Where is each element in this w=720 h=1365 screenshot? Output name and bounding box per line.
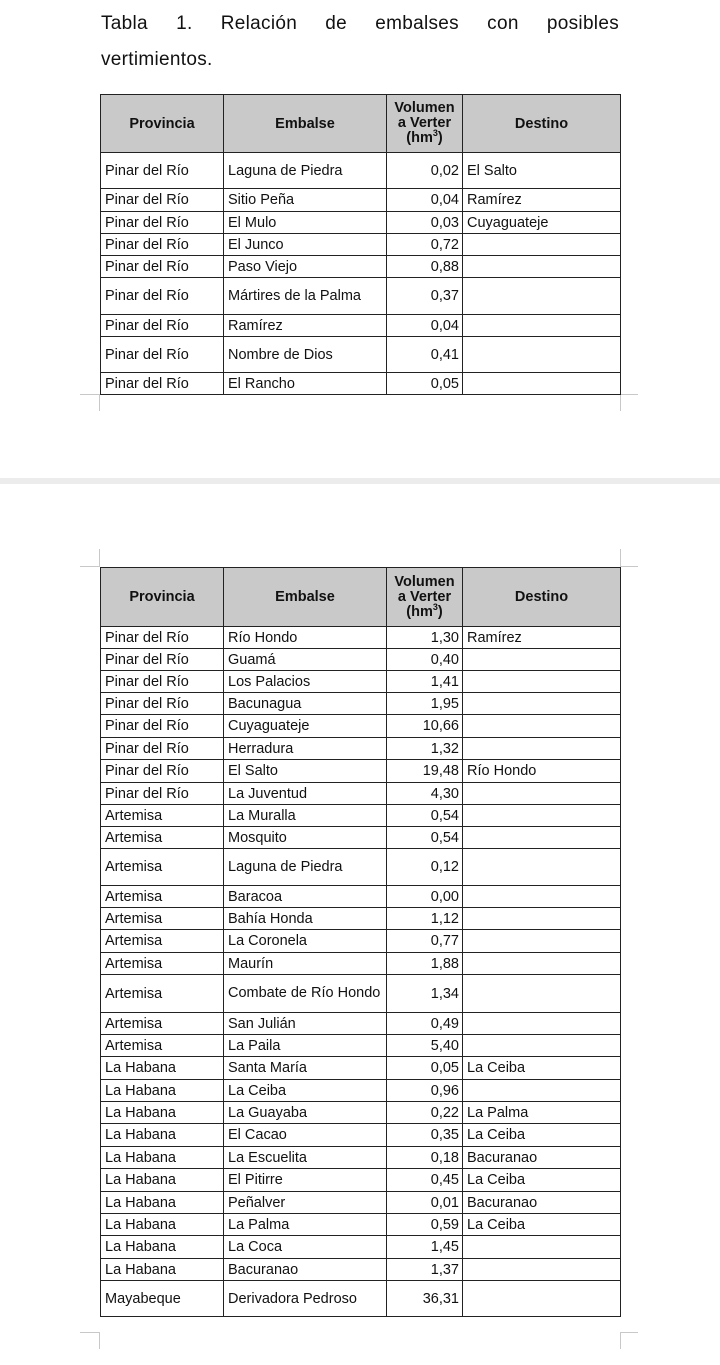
table-row <box>101 1124 621 1147</box>
page-corner-mark <box>80 566 100 567</box>
table-row <box>101 1281 621 1317</box>
cell-provincia: Pinar del Río <box>101 671 224 693</box>
cell-destino <box>463 715 621 738</box>
cell-volumen: 0,88 <box>387 256 463 278</box>
cell-destino <box>463 805 621 827</box>
cell-embalse: Mártires de la Palma <box>224 278 387 315</box>
cell-destino: Cuyaguateje <box>463 212 621 234</box>
cell-provincia: Artemisa <box>101 1013 224 1035</box>
table-row <box>101 1169 621 1192</box>
cell-volumen: 1,45 <box>387 1236 463 1259</box>
header-volumen-line1: Volumen <box>394 573 455 590</box>
cell-destino: El Salto <box>463 153 621 189</box>
table-row <box>101 189 621 212</box>
cell-destino <box>463 1080 621 1102</box>
header-volumen-unit: $(hm^3)$ <box>406 601 443 620</box>
table-row <box>101 953 621 975</box>
table-row <box>101 1192 621 1214</box>
cell-embalse: Nombre de Dios <box>224 337 387 373</box>
cell-embalse: La Juventud <box>224 783 387 805</box>
page-separator <box>0 478 720 484</box>
cell-destino <box>463 975 621 1013</box>
page-corner-mark <box>620 394 638 395</box>
cell-provincia: Pinar del Río <box>101 783 224 805</box>
cell-volumen: 1,32 <box>387 738 463 760</box>
reservoir-table-2 <box>100 567 621 1317</box>
cell-volumen: 0,41 <box>387 337 463 373</box>
cell-volumen: 0,00 <box>387 886 463 908</box>
table-row <box>101 212 621 234</box>
cell-provincia: Artemisa <box>101 886 224 908</box>
cell-provincia: La Habana <box>101 1124 224 1147</box>
cell-provincia: Pinar del Río <box>101 715 224 738</box>
cell-embalse: Derivadora Pedroso <box>224 1281 387 1317</box>
table-row <box>101 671 621 693</box>
cell-volumen: 0,54 <box>387 805 463 827</box>
cell-destino: La Ceiba <box>463 1124 621 1147</box>
cell-volumen: 1,41 <box>387 671 463 693</box>
cell-destino <box>463 738 621 760</box>
cell-destino: Ramírez <box>463 189 621 212</box>
cell-embalse: Bahía Honda <box>224 908 387 930</box>
table-row <box>101 783 621 805</box>
cell-destino <box>463 1281 621 1317</box>
table-row <box>101 693 621 715</box>
cell-destino: Ramírez <box>463 627 621 649</box>
cell-embalse: Peñalver <box>224 1192 387 1214</box>
cell-embalse: Maurín <box>224 953 387 975</box>
table-row <box>101 1013 621 1035</box>
page-corner-mark <box>620 549 621 566</box>
cell-provincia: Artemisa <box>101 953 224 975</box>
cell-volumen: 0,04 <box>387 189 463 212</box>
table-row <box>101 886 621 908</box>
cell-embalse: El Mulo <box>224 212 387 234</box>
cell-embalse: Guamá <box>224 649 387 671</box>
cell-provincia: Artemisa <box>101 975 224 1013</box>
cell-destino <box>463 256 621 278</box>
table-row <box>101 1057 621 1080</box>
cell-provincia: Pinar del Río <box>101 693 224 715</box>
cell-destino <box>463 783 621 805</box>
cell-volumen: 0,22 <box>387 1102 463 1124</box>
table-row <box>101 908 621 930</box>
cell-embalse: El Salto <box>224 760 387 783</box>
cell-destino <box>463 1259 621 1281</box>
cell-provincia: Mayabeque <box>101 1281 224 1317</box>
table-row <box>101 1259 621 1281</box>
cell-provincia: La Habana <box>101 1236 224 1259</box>
cell-volumen: 1,30 <box>387 627 463 649</box>
cell-volumen: 4,30 <box>387 783 463 805</box>
cell-volumen: 0,01 <box>387 1192 463 1214</box>
page-corner-mark <box>620 1332 638 1333</box>
cell-destino <box>463 234 621 256</box>
cell-embalse: Bacunagua <box>224 693 387 715</box>
header-volumen <box>387 568 463 627</box>
page-corner-mark <box>620 566 638 567</box>
cell-volumen: 0,02 <box>387 153 463 189</box>
cell-destino <box>463 930 621 953</box>
table-row <box>101 337 621 373</box>
cell-embalse: Bacuranao <box>224 1259 387 1281</box>
cell-volumen: 1,37 <box>387 1259 463 1281</box>
cell-volumen: 0,40 <box>387 649 463 671</box>
cell-provincia: Pinar del Río <box>101 234 224 256</box>
cell-embalse: Laguna de Piedra <box>224 849 387 886</box>
header-volumen-line1: Volumen <box>394 100 455 116</box>
cell-volumen: 1,95 <box>387 693 463 715</box>
cell-provincia: Pinar del Río <box>101 212 224 234</box>
cell-provincia: La Habana <box>101 1080 224 1102</box>
cell-volumen: 0,77 <box>387 930 463 953</box>
cell-destino <box>463 278 621 315</box>
cell-embalse: La Coca <box>224 1236 387 1259</box>
cell-volumen: 0,72 <box>387 234 463 256</box>
cell-embalse: Sitio Peña <box>224 189 387 212</box>
cell-provincia: Pinar del Río <box>101 256 224 278</box>
cell-provincia: La Habana <box>101 1259 224 1281</box>
cell-embalse: El Pitirre <box>224 1169 387 1192</box>
cell-embalse: El Cacao <box>224 1124 387 1147</box>
cell-destino <box>463 827 621 849</box>
cell-destino <box>463 1035 621 1057</box>
table-header-row <box>101 568 621 627</box>
cell-volumen: 10,66 <box>387 715 463 738</box>
table-row <box>101 1214 621 1236</box>
page-corner-mark <box>620 1332 621 1349</box>
page-corner-mark <box>80 394 100 395</box>
cell-volumen: 1,12 <box>387 908 463 930</box>
table-row <box>101 1147 621 1169</box>
cell-destino <box>463 373 621 395</box>
cell-embalse: Herradura <box>224 738 387 760</box>
table-row <box>101 1236 621 1259</box>
page-corner-mark <box>620 394 621 411</box>
header-destino: Destino <box>463 95 621 153</box>
header-destino: Destino <box>463 568 621 627</box>
cell-embalse: La Coronela <box>224 930 387 953</box>
cell-embalse: Laguna de Piedra <box>224 153 387 189</box>
cell-destino <box>463 693 621 715</box>
table-row <box>101 849 621 886</box>
cell-destino: La Ceiba <box>463 1169 621 1192</box>
cell-volumen: 0,54 <box>387 827 463 849</box>
cell-destino <box>463 849 621 886</box>
cell-embalse: Combate de Río Hondo <box>224 975 387 1013</box>
header-provincia: Provincia <box>101 568 224 627</box>
cell-volumen: 0,18 <box>387 1147 463 1169</box>
cell-volumen: 19,48 <box>387 760 463 783</box>
cell-embalse: La Guayaba <box>224 1102 387 1124</box>
header-provincia: Provincia <box>101 95 224 153</box>
table-row <box>101 373 621 395</box>
cell-provincia: Pinar del Río <box>101 373 224 395</box>
cell-volumen: 0,35 <box>387 1124 463 1147</box>
cell-embalse: La Paila <box>224 1035 387 1057</box>
table-row <box>101 827 621 849</box>
table-row <box>101 234 621 256</box>
cell-volumen: 0,05 <box>387 373 463 395</box>
cell-provincia: La Habana <box>101 1057 224 1080</box>
header-volumen-line2: a Verter <box>397 115 452 131</box>
cell-volumen: 1,34 <box>387 975 463 1013</box>
cell-provincia: Artemisa <box>101 930 224 953</box>
cell-destino <box>463 908 621 930</box>
page-corner-mark <box>99 1332 100 1349</box>
cell-destino: Bacuranao <box>463 1192 621 1214</box>
cell-provincia: Pinar del Río <box>101 189 224 212</box>
table-caption: Tabla 1. Relación de embalses con posibles vertimientos. <box>101 13 619 70</box>
cell-volumen: 0,45 <box>387 1169 463 1192</box>
cell-volumen: 0,59 <box>387 1214 463 1236</box>
cell-destino <box>463 315 621 337</box>
cell-provincia: Pinar del Río <box>101 315 224 337</box>
cell-destino: La Ceiba <box>463 1057 621 1080</box>
header-volumen <box>387 95 463 153</box>
cell-provincia: La Habana <box>101 1102 224 1124</box>
table-row <box>101 715 621 738</box>
cell-volumen: 5,40 <box>387 1035 463 1057</box>
table-row <box>101 315 621 337</box>
page-corner-mark <box>99 549 100 566</box>
cell-volumen: 0,49 <box>387 1013 463 1035</box>
cell-embalse: La Ceiba <box>224 1080 387 1102</box>
cell-provincia: Pinar del Río <box>101 278 224 315</box>
cell-volumen: 0,12 <box>387 849 463 886</box>
cell-provincia: Artemisa <box>101 805 224 827</box>
cell-embalse: La Palma <box>224 1214 387 1236</box>
header-embalse: Embalse <box>224 568 387 627</box>
cell-destino <box>463 953 621 975</box>
table-row <box>101 930 621 953</box>
cell-embalse: Los Palacios <box>224 671 387 693</box>
cell-destino <box>463 1236 621 1259</box>
cell-provincia: Pinar del Río <box>101 760 224 783</box>
table-row <box>101 760 621 783</box>
cell-volumen: 0,96 <box>387 1080 463 1102</box>
cell-destino <box>463 649 621 671</box>
page-corner-mark <box>80 1332 100 1333</box>
table-row <box>101 1102 621 1124</box>
table-row <box>101 278 621 315</box>
table-row <box>101 627 621 649</box>
header-volumen-line2: a Verter <box>397 588 452 605</box>
cell-provincia: Artemisa <box>101 908 224 930</box>
cell-embalse: Santa María <box>224 1057 387 1080</box>
cell-embalse: La Muralla <box>224 805 387 827</box>
cell-destino: Río Hondo <box>463 760 621 783</box>
table-row <box>101 256 621 278</box>
cell-embalse: Cuyaguateje <box>224 715 387 738</box>
cell-embalse: San Julián <box>224 1013 387 1035</box>
cell-destino <box>463 886 621 908</box>
header-volumen-unit: $(hm^3)$ <box>406 128 443 146</box>
cell-embalse: La Escuelita <box>224 1147 387 1169</box>
table-row <box>101 1080 621 1102</box>
cell-provincia: La Habana <box>101 1169 224 1192</box>
reservoir-table-1 <box>100 94 621 395</box>
cell-embalse: Ramírez <box>224 315 387 337</box>
cell-destino <box>463 337 621 373</box>
table-row <box>101 153 621 189</box>
cell-volumen: 0,03 <box>387 212 463 234</box>
page-corner-mark <box>99 394 100 411</box>
cell-embalse: Baracoa <box>224 886 387 908</box>
cell-destino: La Palma <box>463 1102 621 1124</box>
cell-provincia: La Habana <box>101 1214 224 1236</box>
cell-embalse: El Junco <box>224 234 387 256</box>
cell-provincia: Pinar del Río <box>101 153 224 189</box>
cell-destino <box>463 671 621 693</box>
table-row <box>101 805 621 827</box>
table-header-row <box>101 95 621 153</box>
cell-provincia: Pinar del Río <box>101 627 224 649</box>
cell-destino: Bacuranao <box>463 1147 621 1169</box>
cell-embalse: Paso Viejo <box>224 256 387 278</box>
table-row <box>101 975 621 1013</box>
cell-provincia: La Habana <box>101 1192 224 1214</box>
cell-destino <box>463 1013 621 1035</box>
cell-volumen: 1,88 <box>387 953 463 975</box>
cell-embalse: Mosquito <box>224 827 387 849</box>
cell-provincia: Artemisa <box>101 849 224 886</box>
header-embalse: Embalse <box>224 95 387 153</box>
cell-embalse: El Rancho <box>224 373 387 395</box>
cell-provincia: Artemisa <box>101 1035 224 1057</box>
cell-provincia: Pinar del Río <box>101 738 224 760</box>
table-row <box>101 738 621 760</box>
cell-volumen: 0,05 <box>387 1057 463 1080</box>
cell-destino: La Ceiba <box>463 1214 621 1236</box>
cell-provincia: Artemisa <box>101 827 224 849</box>
cell-volumen: 36,31 <box>387 1281 463 1317</box>
table-row <box>101 1035 621 1057</box>
cell-provincia: La Habana <box>101 1147 224 1169</box>
cell-volumen: 0,37 <box>387 278 463 315</box>
cell-provincia: Pinar del Río <box>101 337 224 373</box>
cell-embalse: Río Hondo <box>224 627 387 649</box>
table-row <box>101 649 621 671</box>
cell-provincia: Pinar del Río <box>101 649 224 671</box>
cell-volumen: 0,04 <box>387 315 463 337</box>
